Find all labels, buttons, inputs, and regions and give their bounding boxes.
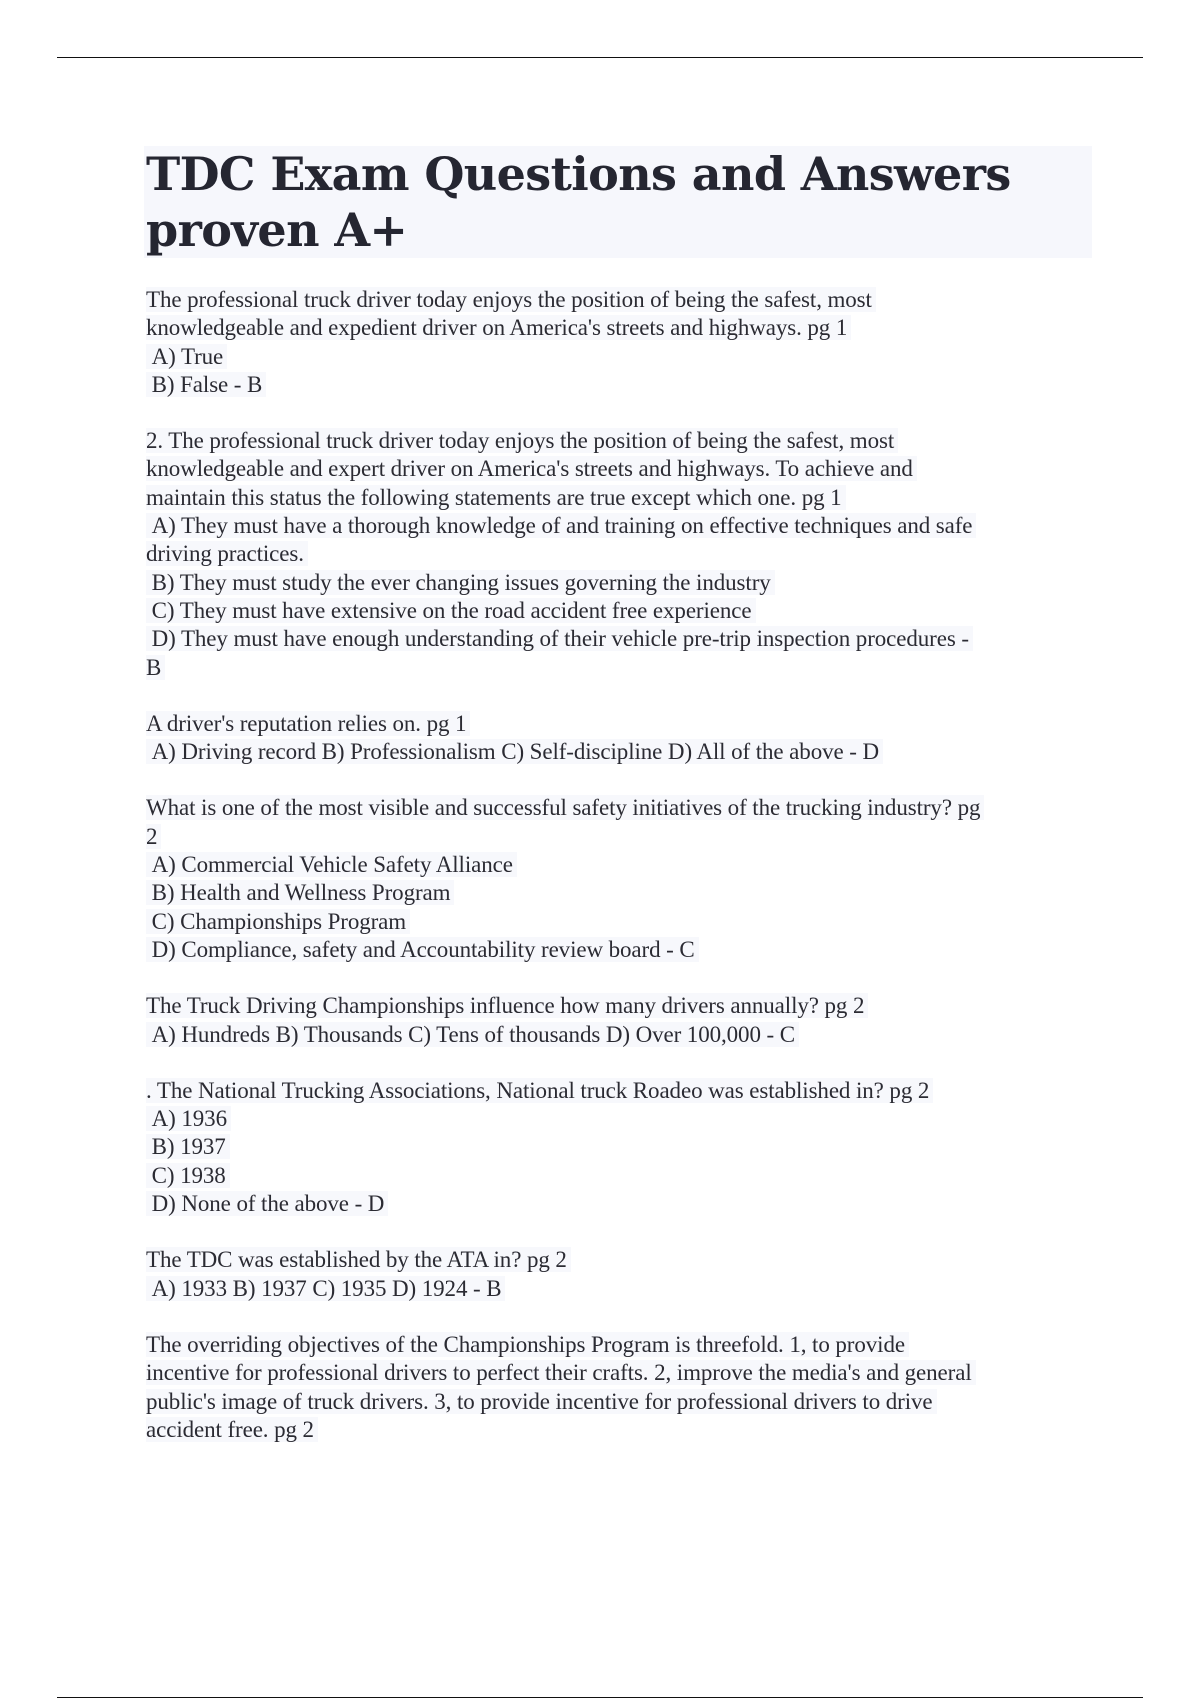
question-4 bbox=[146, 794, 1086, 964]
question-line: A driver's reputation relies on. pg 1 bbox=[146, 710, 1086, 738]
question-line: The Truck Driving Championships influence how many drivers annually? pg 2 bbox=[146, 992, 1086, 1020]
answer-option: D) None of the above - D bbox=[146, 1190, 1086, 1218]
answer-option: A) Commercial Vehicle Safety Alliance bbox=[146, 851, 1086, 879]
answer-option: A) True bbox=[146, 343, 1086, 371]
answer-option: C) Championships Program bbox=[146, 908, 1086, 936]
bottom-rule bbox=[57, 1697, 1143, 1698]
answer-option: D) Compliance, safety and Accountability review board - C bbox=[146, 936, 1086, 964]
answer-option: driving practices. bbox=[146, 540, 1086, 568]
question-line: The TDC was established by the ATA in? pg 2 bbox=[146, 1246, 1086, 1274]
answer-option: A) 1933 B) 1937 C) 1935 D) 1924 - B bbox=[146, 1275, 1086, 1303]
question-line: What is one of the most visible and successful safety initiatives of the trucking industry? pg bbox=[146, 794, 1086, 822]
question-line: accident free. pg 2 bbox=[146, 1416, 1086, 1444]
answer-option: B) False - B bbox=[146, 371, 1086, 399]
answer-option: C) They must have extensive on the road accident free experience bbox=[146, 597, 1086, 625]
question-line: knowledgeable and expedient driver on America's streets and highways. pg 1 bbox=[146, 314, 1086, 342]
question-2 bbox=[146, 427, 1086, 682]
question-line: 2 bbox=[146, 823, 1086, 851]
answer-option: D) They must have enough understanding of their vehicle pre-trip inspection procedures - bbox=[146, 625, 1086, 653]
question-line: public's image of truck drivers. 3, to provide incentive for professional drivers to drive bbox=[146, 1388, 1086, 1416]
question-line: The professional truck driver today enjoys the position of being the safest, most bbox=[146, 286, 1086, 314]
title-block bbox=[144, 146, 1092, 258]
question-line: 2. The professional truck driver today enjoys the position of being the safest, most bbox=[146, 427, 1086, 455]
question-7 bbox=[146, 1246, 1086, 1303]
question-6 bbox=[146, 1077, 1086, 1218]
answer-option: B bbox=[146, 654, 1086, 682]
answer-option: A) Driving record B) Professionalism C) Self-discipline D) All of the above - D bbox=[146, 738, 1086, 766]
answer-option: A) 1936 bbox=[146, 1105, 1086, 1133]
question-line: incentive for professional drivers to perfect their crafts. 2, improve the media's and general bbox=[146, 1359, 1086, 1387]
answer-option: B) 1937 bbox=[146, 1133, 1086, 1161]
question-3 bbox=[146, 710, 1086, 767]
question-list bbox=[146, 286, 1086, 1472]
answer-option: A) Hundreds B) Thousands C) Tens of thousands D) Over 100,000 - C bbox=[146, 1021, 1086, 1049]
question-5 bbox=[146, 992, 1086, 1049]
answer-option: C) 1938 bbox=[146, 1162, 1086, 1190]
question-line: . The National Trucking Associations, National truck Roadeo was established in? pg 2 bbox=[146, 1077, 1086, 1105]
question-1 bbox=[146, 286, 1086, 399]
answer-option: B) They must study the ever changing issues governing the industry bbox=[146, 569, 1086, 597]
question-line: The overriding objectives of the Championships Program is threefold. 1, to provide bbox=[146, 1331, 1086, 1359]
question-8 bbox=[146, 1331, 1086, 1444]
answer-option: B) Health and Wellness Program bbox=[146, 879, 1086, 907]
question-line: knowledgeable and expert driver on America's streets and highways. To achieve and bbox=[146, 455, 1086, 483]
answer-option: A) They must have a thorough knowledge of and training on effective techniques and safe bbox=[146, 512, 1086, 540]
question-line: maintain this status the following statements are true except which one. pg 1 bbox=[146, 484, 1086, 512]
top-rule bbox=[57, 57, 1143, 58]
document-title: TDC Exam Questions and Answers proven A+ bbox=[146, 147, 1011, 257]
